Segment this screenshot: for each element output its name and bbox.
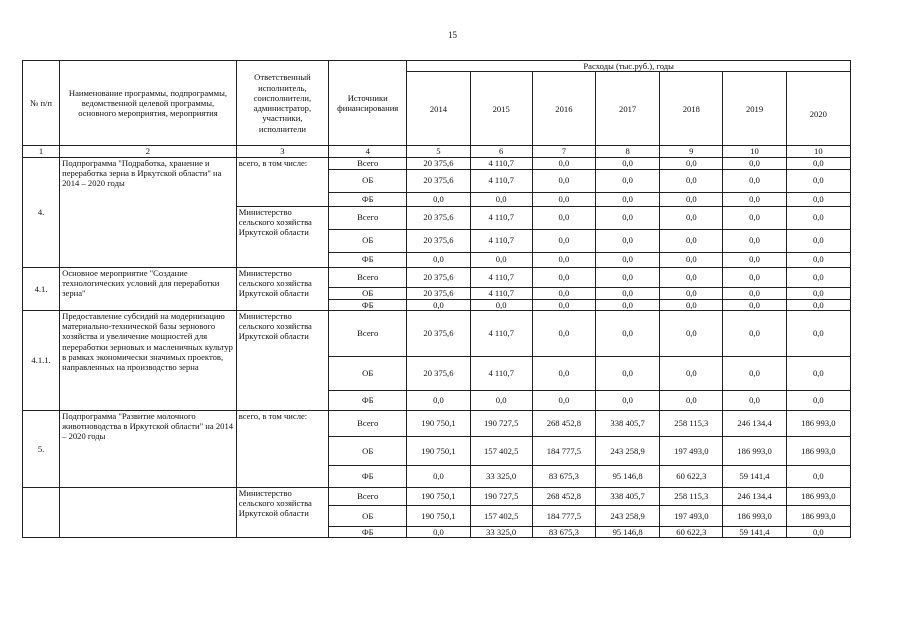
expense-value: 0,0 xyxy=(723,169,786,192)
expense-value: 4 110,7 xyxy=(470,206,532,229)
expense-value: 0,0 xyxy=(532,192,595,206)
header-year: 2020 xyxy=(786,72,850,146)
expense-value: 4 110,7 xyxy=(470,267,532,287)
expense-value: 0,0 xyxy=(532,206,595,229)
expense-value: 0,0 xyxy=(786,310,850,356)
expense-value: 197 493,0 xyxy=(660,436,723,465)
expense-value: 0,0 xyxy=(723,192,786,206)
header-num: № п/п xyxy=(23,61,60,146)
table-row xyxy=(23,157,851,169)
expense-value: 0,0 xyxy=(786,390,850,410)
expense-value: 0,0 xyxy=(532,267,595,287)
expense-value: 0,0 xyxy=(660,287,723,299)
expense-value: 4 110,7 xyxy=(470,356,532,390)
expense-value: 83 675,3 xyxy=(532,465,595,487)
funding-source: Всего xyxy=(329,410,407,436)
expense-value: 0,0 xyxy=(660,267,723,287)
expense-value: 0,0 xyxy=(723,157,786,169)
expense-value: 20 375,6 xyxy=(407,229,470,252)
expense-value: 0,0 xyxy=(786,229,850,252)
expense-value: 0,0 xyxy=(786,267,850,287)
header-expenses: Расходы (тыс.руб.), годы xyxy=(407,61,851,72)
expense-value: 4 110,7 xyxy=(470,287,532,299)
expense-value: 190 750,1 xyxy=(407,436,470,465)
row-number: 4.1. xyxy=(23,267,60,310)
expense-value: 0,0 xyxy=(407,465,470,487)
expense-value: 33 325,0 xyxy=(470,526,532,537)
expense-value: 0,0 xyxy=(786,526,850,537)
responsible-executor: Министерство сельского хозяйства Иркутской области xyxy=(236,310,328,410)
expense-value: 0,0 xyxy=(532,299,595,310)
column-number: 6 xyxy=(470,146,532,157)
funding-source: ФБ xyxy=(329,192,407,206)
program-name: Подпрограмма "Развитие молочного животноводства в Иркутской области" на 2014 – 2020 годы xyxy=(60,410,237,487)
expense-value: 0,0 xyxy=(723,310,786,356)
expense-value: 0,0 xyxy=(596,390,660,410)
expense-value: 0,0 xyxy=(786,252,850,267)
expense-value: 4 110,7 xyxy=(470,157,532,169)
expense-value: 190 750,1 xyxy=(407,505,470,526)
header-year: 2017 xyxy=(596,72,660,146)
responsible-executor: всего, в том числе: xyxy=(236,410,328,487)
program-name: Основное мероприятие "Создание технологических условий для переработки зерна" xyxy=(60,267,237,310)
page-number: 15 xyxy=(448,30,457,40)
expense-value: 0,0 xyxy=(660,192,723,206)
expense-value: 83 675,3 xyxy=(532,526,595,537)
expense-value: 33 325,0 xyxy=(470,465,532,487)
column-number: 1 xyxy=(23,146,60,157)
expense-value: 184 777,5 xyxy=(532,505,595,526)
expense-value: 0,0 xyxy=(786,169,850,192)
expense-value: 59 141,4 xyxy=(723,526,786,537)
expense-value: 0,0 xyxy=(596,192,660,206)
expense-value: 258 115,3 xyxy=(660,410,723,436)
expense-value: 268 452,8 xyxy=(532,410,595,436)
responsible-executor: Министерство сельского хозяйства Иркутской области xyxy=(236,487,328,537)
funding-source: Всего xyxy=(329,157,407,169)
expense-value: 0,0 xyxy=(660,390,723,410)
expense-value: 186 993,0 xyxy=(723,436,786,465)
expense-value: 0,0 xyxy=(786,157,850,169)
header-year: 2015 xyxy=(470,72,532,146)
expense-value: 0,0 xyxy=(407,390,470,410)
funding-source: Всего xyxy=(329,267,407,287)
expense-value: 0,0 xyxy=(660,206,723,229)
expense-value: 0,0 xyxy=(407,299,470,310)
funding-source: ОБ xyxy=(329,287,407,299)
expense-value: 0,0 xyxy=(786,206,850,229)
expense-value: 0,0 xyxy=(660,157,723,169)
expense-value: 0,0 xyxy=(532,252,595,267)
expense-value: 20 375,6 xyxy=(407,169,470,192)
expenses-table xyxy=(22,60,851,538)
expense-value: 338 405,7 xyxy=(596,410,660,436)
expense-value: 20 375,6 xyxy=(407,310,470,356)
expense-value: 258 115,3 xyxy=(660,487,723,505)
expense-value: 243 258,9 xyxy=(596,436,660,465)
column-number: 8 xyxy=(596,146,660,157)
header-sources: Источники финансирования xyxy=(329,61,407,146)
column-number: 3 xyxy=(236,146,328,157)
expense-value: 0,0 xyxy=(596,267,660,287)
header-year: 2016 xyxy=(532,72,595,146)
expense-value: 0,0 xyxy=(723,356,786,390)
funding-source: ОБ xyxy=(329,356,407,390)
expense-value: 0,0 xyxy=(407,526,470,537)
expense-value: 0,0 xyxy=(596,229,660,252)
expense-value: 0,0 xyxy=(660,169,723,192)
expense-value: 60 622,3 xyxy=(660,526,723,537)
table-row xyxy=(23,267,851,287)
program-name: Подпрограмма "Подработка, хранение и переработка зерна в Иркутской области" на 2014 – 2020 годы xyxy=(60,157,237,267)
expense-value: 0,0 xyxy=(407,252,470,267)
expense-value: 0,0 xyxy=(723,206,786,229)
expense-value: 0,0 xyxy=(660,252,723,267)
expense-value: 4 110,7 xyxy=(470,310,532,356)
table-row xyxy=(23,410,851,436)
expense-value: 157 402,5 xyxy=(470,436,532,465)
funding-source: ФБ xyxy=(329,465,407,487)
expense-value: 186 993,0 xyxy=(723,505,786,526)
header-year: 2014 xyxy=(407,72,470,146)
expense-value: 0,0 xyxy=(596,310,660,356)
expense-value: 186 993,0 xyxy=(786,505,850,526)
funding-source: ФБ xyxy=(329,299,407,310)
expense-value: 0,0 xyxy=(596,356,660,390)
expense-value: 0,0 xyxy=(596,169,660,192)
expense-value: 20 375,6 xyxy=(407,157,470,169)
expense-value: 186 993,0 xyxy=(786,487,850,505)
expense-value: 186 993,0 xyxy=(786,410,850,436)
column-number: 5 xyxy=(407,146,470,157)
expense-value: 0,0 xyxy=(786,299,850,310)
expense-value: 0,0 xyxy=(596,157,660,169)
funding-source: ФБ xyxy=(329,252,407,267)
expense-value: 268 452,8 xyxy=(532,487,595,505)
expense-value: 4 110,7 xyxy=(470,169,532,192)
expense-value: 190 750,1 xyxy=(407,410,470,436)
funding-source: ОБ xyxy=(329,229,407,252)
funding-source: Всего xyxy=(329,206,407,229)
table-body xyxy=(23,157,851,538)
expense-value: 243 258,9 xyxy=(596,505,660,526)
expense-value: 0,0 xyxy=(532,169,595,192)
expense-value: 95 146,8 xyxy=(596,526,660,537)
expense-value: 0,0 xyxy=(723,390,786,410)
expense-value: 0,0 xyxy=(660,299,723,310)
expense-value: 186 993,0 xyxy=(786,436,850,465)
funding-source: Всего xyxy=(329,487,407,505)
expense-value: 0,0 xyxy=(407,192,470,206)
column-number: 9 xyxy=(660,146,723,157)
expense-value: 190 727,5 xyxy=(470,487,532,505)
responsible-executor: Министерство сельского хозяйства Иркутской области xyxy=(236,267,328,310)
expense-value: 0,0 xyxy=(532,390,595,410)
row-number: 5. xyxy=(23,410,60,487)
program-name: Предоставление субсидий на модернизацию материально-технической базы зернового хозяйства и увеличение мощностей для переработки зерновых и масленичных культур в рамках экономически значимых проектов, направленных на производство зерна xyxy=(60,310,237,410)
expense-value: 0,0 xyxy=(532,310,595,356)
column-number: 10 xyxy=(723,146,786,157)
program-name xyxy=(60,487,237,537)
expense-value: 246 134,4 xyxy=(723,410,786,436)
expense-value: 0,0 xyxy=(532,229,595,252)
expense-value: 0,0 xyxy=(596,299,660,310)
expense-value: 0,0 xyxy=(660,356,723,390)
header-responsible: Ответственный исполнитель, соисполнители, администратор, участники, исполнители xyxy=(236,61,328,146)
funding-source: ФБ xyxy=(329,390,407,410)
expense-value: 0,0 xyxy=(723,287,786,299)
expense-value: 197 493,0 xyxy=(660,505,723,526)
expense-value: 190 727,5 xyxy=(470,410,532,436)
row-number: 4.1.1. xyxy=(23,310,60,410)
expense-value: 184 777,5 xyxy=(532,436,595,465)
table-row xyxy=(23,310,851,356)
expense-value: 60 622,3 xyxy=(660,465,723,487)
expense-value: 0,0 xyxy=(723,267,786,287)
responsible-executor: всего, в том числе: xyxy=(236,157,328,206)
expense-value: 0,0 xyxy=(786,356,850,390)
expense-value: 0,0 xyxy=(786,192,850,206)
expense-value: 0,0 xyxy=(596,287,660,299)
expense-value: 0,0 xyxy=(660,229,723,252)
header-year: 2019 xyxy=(723,72,786,146)
row-number: 4. xyxy=(23,157,60,267)
expense-value: 0,0 xyxy=(470,192,532,206)
expense-value: 20 375,6 xyxy=(407,287,470,299)
funding-source: ОБ xyxy=(329,505,407,526)
expense-value: 0,0 xyxy=(532,157,595,169)
table-row xyxy=(23,487,851,505)
funding-source: ФБ xyxy=(329,526,407,537)
expense-value: 20 375,6 xyxy=(407,267,470,287)
expense-value: 0,0 xyxy=(596,206,660,229)
funding-source: Всего xyxy=(329,310,407,356)
expense-value: 190 750,1 xyxy=(407,487,470,505)
header-year: 2018 xyxy=(660,72,723,146)
expense-value: 20 375,6 xyxy=(407,356,470,390)
expense-value: 95 146,8 xyxy=(596,465,660,487)
expense-value: 20 375,6 xyxy=(407,206,470,229)
expense-value: 0,0 xyxy=(470,299,532,310)
expense-value: 246 134,4 xyxy=(723,487,786,505)
column-number: 2 xyxy=(60,146,237,157)
column-number: 4 xyxy=(329,146,407,157)
expense-value: 0,0 xyxy=(723,299,786,310)
expense-value: 0,0 xyxy=(532,356,595,390)
funding-source: ОБ xyxy=(329,436,407,465)
expense-value: 0,0 xyxy=(723,229,786,252)
expense-value: 0,0 xyxy=(596,252,660,267)
row-number xyxy=(23,487,60,537)
column-number: 7 xyxy=(532,146,595,157)
expense-value: 338 405,7 xyxy=(596,487,660,505)
header-name: Наименование программы, подпрограммы, ведомственной целевой программы, основного мероприятия, мероприятия xyxy=(60,61,237,146)
funding-source: ОБ xyxy=(329,169,407,192)
responsible-executor: Министерство сельского хозяйства Иркутской области xyxy=(236,206,328,267)
expense-value: 157 402,5 xyxy=(470,505,532,526)
expense-value: 0,0 xyxy=(786,287,850,299)
expense-value: 0,0 xyxy=(723,252,786,267)
expense-value: 4 110,7 xyxy=(470,229,532,252)
expense-value: 0,0 xyxy=(786,465,850,487)
expense-value: 59 141,4 xyxy=(723,465,786,487)
expense-value: 0,0 xyxy=(532,287,595,299)
expense-value: 0,0 xyxy=(660,310,723,356)
expense-value: 0,0 xyxy=(470,252,532,267)
column-number: 10 xyxy=(786,146,850,157)
expense-value: 0,0 xyxy=(470,390,532,410)
